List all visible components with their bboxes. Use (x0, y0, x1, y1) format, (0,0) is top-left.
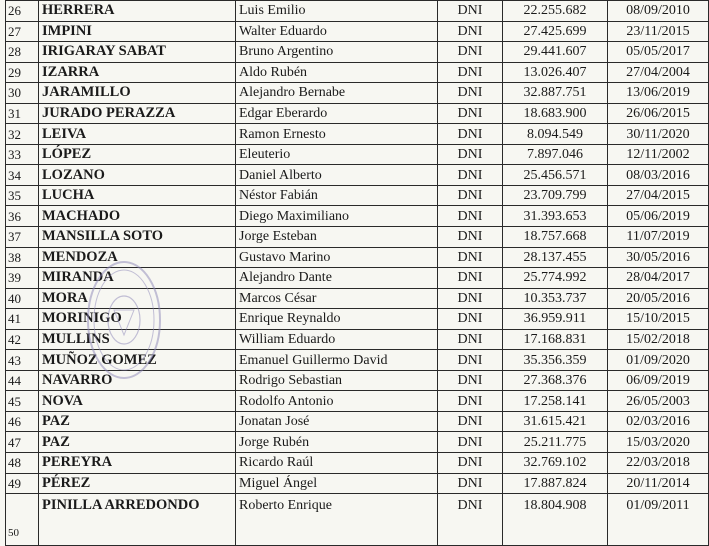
first-name-cell: Marcos César (236, 288, 438, 309)
date-cell: 27/04/2015 (608, 185, 709, 206)
first-name-cell: Emanuel Guillermo David (236, 350, 438, 371)
last-name-cell: MANSILLA SOTO (39, 227, 236, 248)
first-name-cell: Alejandro Dante (236, 268, 438, 289)
document-type-cell: DNI (438, 83, 503, 104)
document-type-cell: DNI (438, 165, 503, 186)
first-name-cell: Walter Eduardo (236, 21, 438, 42)
first-name-cell: Roberto Enrique (236, 494, 438, 546)
table-row (6, 309, 709, 330)
row-number: 26 (6, 1, 39, 22)
table-row (6, 473, 709, 494)
document-number-cell: 27.425.699 (503, 21, 608, 42)
row-number: 40 (6, 288, 39, 309)
document-number-cell: 23.709.799 (503, 185, 608, 206)
first-name-cell: Edgar Eberardo (236, 103, 438, 124)
last-name-cell: LEIVA (39, 124, 236, 145)
document-number-cell: 18.683.900 (503, 103, 608, 124)
row-number: 44 (6, 370, 39, 391)
table-row (6, 247, 709, 268)
document-type-cell: DNI (438, 494, 503, 546)
row-number: 31 (6, 103, 39, 124)
date-cell: 15/02/2018 (608, 329, 709, 350)
row-number: 42 (6, 329, 39, 350)
document-number-cell: 29.441.607 (503, 42, 608, 63)
last-name-cell: IRIGARAY SABAT (39, 42, 236, 63)
row-number: 35 (6, 185, 39, 206)
records-table-body (6, 1, 709, 546)
first-name-cell: Ramon Ernesto (236, 124, 438, 145)
row-number: 47 (6, 432, 39, 453)
document-type-cell: DNI (438, 329, 503, 350)
document-type-cell: DNI (438, 411, 503, 432)
date-cell: 26/05/2003 (608, 391, 709, 412)
last-name-cell: PAZ (39, 432, 236, 453)
table-row (6, 185, 709, 206)
document-number-cell: 28.137.455 (503, 247, 608, 268)
table-row (6, 453, 709, 474)
date-cell: 28/04/2017 (608, 268, 709, 289)
document-number-cell: 25.456.571 (503, 165, 608, 186)
document-type-cell: DNI (438, 432, 503, 453)
first-name-cell: Néstor Fabián (236, 185, 438, 206)
table-row (6, 83, 709, 104)
table-row (6, 144, 709, 165)
first-name-cell: Eleuterio (236, 144, 438, 165)
document-type-cell: DNI (438, 206, 503, 227)
row-number: 30 (6, 83, 39, 104)
document-type-cell: DNI (438, 453, 503, 474)
table-row (6, 268, 709, 289)
document-type-cell: DNI (438, 288, 503, 309)
table-row (6, 42, 709, 63)
date-cell: 05/06/2019 (608, 206, 709, 227)
date-cell: 20/11/2014 (608, 473, 709, 494)
date-cell: 08/03/2016 (608, 165, 709, 186)
document-type-cell: DNI (438, 473, 503, 494)
document-number-cell: 18.804.908 (503, 494, 608, 546)
table-row (6, 103, 709, 124)
date-cell: 15/03/2020 (608, 432, 709, 453)
row-number: 36 (6, 206, 39, 227)
row-number: 29 (6, 62, 39, 83)
row-number: 39 (6, 268, 39, 289)
table-row (6, 1, 709, 22)
first-name-cell: Aldo Rubén (236, 62, 438, 83)
last-name-cell: NOVA (39, 391, 236, 412)
date-cell: 30/05/2016 (608, 247, 709, 268)
first-name-cell: Jonatan José (236, 411, 438, 432)
table-row (6, 62, 709, 83)
document-number-cell: 17.258.141 (503, 391, 608, 412)
first-name-cell: Ricardo Raúl (236, 453, 438, 474)
date-cell: 02/03/2016 (608, 411, 709, 432)
document-number-cell: 17.887.824 (503, 473, 608, 494)
document-number-cell: 10.353.737 (503, 288, 608, 309)
document-number-cell: 31.393.653 (503, 206, 608, 227)
document-type-cell: DNI (438, 42, 503, 63)
first-name-cell: Gustavo Marino (236, 247, 438, 268)
table-row (6, 494, 709, 546)
row-number: 50 (6, 494, 39, 546)
last-name-cell: MIRANDA (39, 268, 236, 289)
row-number: 28 (6, 42, 39, 63)
last-name-cell: JARAMILLO (39, 83, 236, 104)
date-cell: 11/07/2019 (608, 227, 709, 248)
document-number-cell: 36.959.911 (503, 309, 608, 330)
document-number-cell: 32.887.751 (503, 83, 608, 104)
last-name-cell: LUCHA (39, 185, 236, 206)
date-cell: 01/09/2020 (608, 350, 709, 371)
document-number-cell: 27.368.376 (503, 370, 608, 391)
document-type-cell: DNI (438, 247, 503, 268)
document-type-cell: DNI (438, 124, 503, 145)
first-name-cell: Diego Maximiliano (236, 206, 438, 227)
document-type-cell: DNI (438, 391, 503, 412)
document-type-cell: DNI (438, 350, 503, 371)
document-number-cell: 7.897.046 (503, 144, 608, 165)
row-number: 37 (6, 227, 39, 248)
document-number-cell: 31.615.421 (503, 411, 608, 432)
last-name-cell: PAZ (39, 411, 236, 432)
row-number: 34 (6, 165, 39, 186)
date-cell: 01/09/2011 (608, 494, 709, 546)
document-type-cell: DNI (438, 268, 503, 289)
first-name-cell: Rodolfo Antonio (236, 391, 438, 412)
date-cell: 05/05/2017 (608, 42, 709, 63)
first-name-cell: Alejandro Bernabe (236, 83, 438, 104)
document-type-cell: DNI (438, 62, 503, 83)
table-row (6, 329, 709, 350)
document-type-cell: DNI (438, 144, 503, 165)
last-name-cell: PEREYRA (39, 453, 236, 474)
date-cell: 22/03/2018 (608, 453, 709, 474)
date-cell: 15/10/2015 (608, 309, 709, 330)
last-name-cell: JURADO PERAZZA (39, 103, 236, 124)
first-name-cell: Jorge Esteban (236, 227, 438, 248)
date-cell: 12/11/2002 (608, 144, 709, 165)
row-number: 48 (6, 453, 39, 474)
last-name-cell: IMPINI (39, 21, 236, 42)
row-number: 41 (6, 309, 39, 330)
row-number: 27 (6, 21, 39, 42)
date-cell: 13/06/2019 (608, 83, 709, 104)
last-name-cell: LÓPEZ (39, 144, 236, 165)
last-name-cell: PÉREZ (39, 473, 236, 494)
document-type-cell: DNI (438, 103, 503, 124)
date-cell: 27/04/2004 (608, 62, 709, 83)
document-number-cell: 18.757.668 (503, 227, 608, 248)
table-row (6, 432, 709, 453)
row-number: 43 (6, 350, 39, 371)
table-row (6, 124, 709, 145)
last-name-cell: MORINIGO (39, 309, 236, 330)
first-name-cell: Enrique Reynaldo (236, 309, 438, 330)
row-number: 45 (6, 391, 39, 412)
document-number-cell: 25.211.775 (503, 432, 608, 453)
first-name-cell: William Eduardo (236, 329, 438, 350)
table-row (6, 206, 709, 227)
table-row (6, 391, 709, 412)
last-name-cell: PINILLA ARREDONDO (39, 494, 236, 546)
row-number: 33 (6, 144, 39, 165)
first-name-cell: Rodrigo Sebastian (236, 370, 438, 391)
last-name-cell: NAVARRO (39, 370, 236, 391)
records-table (5, 0, 709, 546)
row-number: 38 (6, 247, 39, 268)
document-type-cell: DNI (438, 1, 503, 22)
date-cell: 08/09/2010 (608, 1, 709, 22)
document-number-cell: 8.094.549 (503, 124, 608, 145)
date-cell: 30/11/2020 (608, 124, 709, 145)
table-row (6, 21, 709, 42)
document-number-cell: 13.026.407 (503, 62, 608, 83)
table-row (6, 350, 709, 371)
document-number-cell: 32.769.102 (503, 453, 608, 474)
last-name-cell: HERRERA (39, 1, 236, 22)
table-row (6, 370, 709, 391)
table-row (6, 288, 709, 309)
first-name-cell: Bruno Argentino (236, 42, 438, 63)
document-number-cell: 35.356.359 (503, 350, 608, 371)
table-row (6, 227, 709, 248)
table-row (6, 411, 709, 432)
row-number: 49 (6, 473, 39, 494)
last-name-cell: MULLINS (39, 329, 236, 350)
date-cell: 23/11/2015 (608, 21, 709, 42)
document-number-cell: 25.774.992 (503, 268, 608, 289)
last-name-cell: LOZANO (39, 165, 236, 186)
table-row (6, 165, 709, 186)
document-number-cell: 22.255.682 (503, 1, 608, 22)
last-name-cell: MUÑOZ GOMEZ (39, 350, 236, 371)
document-number-cell: 17.168.831 (503, 329, 608, 350)
first-name-cell: Miguel Ángel (236, 473, 438, 494)
date-cell: 20/05/2016 (608, 288, 709, 309)
row-number: 32 (6, 124, 39, 145)
last-name-cell: MACHADO (39, 206, 236, 227)
last-name-cell: IZARRA (39, 62, 236, 83)
row-number: 46 (6, 411, 39, 432)
document-type-cell: DNI (438, 21, 503, 42)
date-cell: 06/09/2019 (608, 370, 709, 391)
first-name-cell: Luis Emilio (236, 1, 438, 22)
first-name-cell: Jorge Rubén (236, 432, 438, 453)
document-type-cell: DNI (438, 185, 503, 206)
document-type-cell: DNI (438, 370, 503, 391)
last-name-cell: MORA (39, 288, 236, 309)
first-name-cell: Daniel Alberto (236, 165, 438, 186)
document-type-cell: DNI (438, 227, 503, 248)
document-type-cell: DNI (438, 309, 503, 330)
last-name-cell: MENDOZA (39, 247, 236, 268)
date-cell: 26/06/2015 (608, 103, 709, 124)
